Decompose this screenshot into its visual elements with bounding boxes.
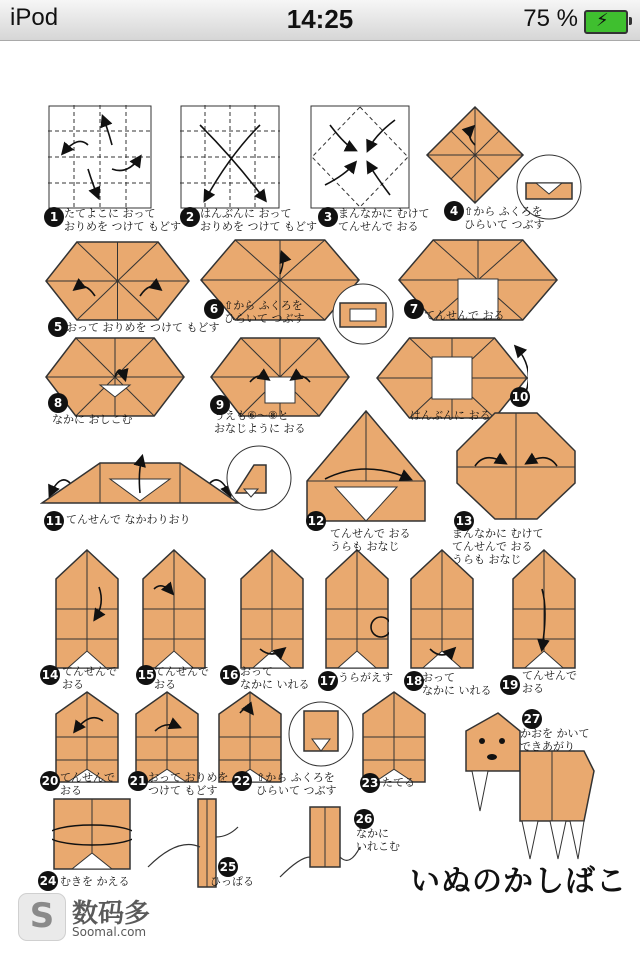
diagram-step-19 [512, 549, 576, 669]
page-title: いぬのかしばこ [410, 864, 627, 899]
step-caption-14: てんせんで おる [62, 665, 117, 691]
diagram-step-16 [240, 549, 304, 669]
diagram-step-15 [142, 549, 206, 669]
diagram-step-18 [410, 549, 474, 669]
step-number-10: 10 [510, 387, 530, 407]
diagram-step-3 [310, 105, 410, 209]
step-number-23: 23 [360, 773, 380, 793]
step-number-19: 19 [500, 675, 520, 695]
diagram-step-4 [425, 105, 525, 205]
status-bar [0, 0, 640, 41]
step-caption-26: なかに いれこむ [356, 827, 400, 853]
step-caption-11: てんせんで なかわりおり [66, 513, 191, 526]
logo-cn-text: 数码多 [72, 899, 151, 929]
step-number-2: 2 [180, 207, 200, 227]
step-number-24: 24 [38, 871, 58, 891]
step-caption-13: まんなかに むけて てんせんで おる うらも おなじ [452, 527, 544, 566]
step-caption-24: むきを かえる [60, 875, 130, 888]
soomal-s-icon [18, 893, 66, 941]
step-number-15: 15 [136, 665, 156, 685]
step-caption-8: なかに おしこむ [52, 413, 133, 426]
step-number-17: 17 [318, 671, 338, 691]
logo-en-text: Soomal.com [72, 925, 147, 939]
step-caption-18: おって なかに いれる [422, 671, 492, 697]
step-caption-6: ⇧から ふくろを ひらいて つぶす [224, 299, 305, 325]
step-number-21: 21 [128, 771, 148, 791]
diagram-step-10 [376, 337, 528, 419]
step-caption-12: てんせんで おる うらも おなじ [330, 527, 411, 553]
step-caption-19: てんせんで おる [522, 669, 577, 695]
step-caption-4: ⇧から ふくろを ひらいて つぶす [464, 205, 545, 231]
step-caption-3: まんなかに むけて てんせんで おる [338, 207, 430, 233]
step-number-6: 6 [204, 299, 224, 319]
diagram-step-5 [45, 241, 190, 321]
diagram-step-6-detail [332, 283, 394, 345]
diagram-step-17 [325, 549, 389, 669]
step-number-26: 26 [354, 809, 374, 829]
step-number-12: 12 [306, 511, 326, 531]
step-caption-25: ひっぱる [210, 875, 254, 888]
step-number-20: 20 [40, 771, 60, 791]
step-caption-5: おって おりめを つけて もどす [66, 321, 220, 334]
step-number-9: 9 [210, 395, 230, 415]
step-number-13: 13 [454, 511, 474, 531]
step-number-5: 5 [48, 317, 68, 337]
battery-percent: 75 % [523, 5, 578, 32]
step-number-22: 22 [232, 771, 252, 791]
step-caption-22: ⇧から ふくろを ひらいて つぶす [256, 771, 337, 797]
diagram-step-11 [40, 453, 240, 507]
step-caption-21: おって おりめを つけて もどす [148, 771, 229, 797]
origami-instructions[interactable] [0, 41, 640, 960]
step-number-3: 3 [318, 207, 338, 227]
diagram-step-12 [305, 409, 427, 523]
diagram-step-22 [218, 691, 282, 783]
diagram-step-26 [270, 797, 370, 893]
step-caption-27: かおを かいて できあがり [520, 727, 590, 753]
diagram-step-20 [55, 691, 119, 783]
step-number-7: 7 [404, 299, 424, 319]
battery-icon [584, 10, 628, 34]
step-number-27: 27 [522, 709, 542, 729]
diagram-step-23 [362, 691, 426, 783]
diagram-step-2 [180, 105, 280, 209]
step-caption-20: てんせんで おる [60, 771, 115, 797]
step-number-1: 1 [44, 207, 64, 227]
step-caption-23: たてる [382, 776, 415, 789]
diagram-step-21 [135, 691, 199, 783]
diagram-step-9 [210, 337, 350, 417]
device-name: iPod [10, 4, 59, 31]
step-caption-17: うらがえす [338, 671, 393, 684]
diagram-step-11-detail [226, 445, 292, 511]
step-number-8: 8 [48, 393, 68, 413]
step-caption-16: おって なかに いれる [240, 665, 310, 691]
step-number-11: 11 [44, 511, 64, 531]
step-caption-9: うえも⑥〜⑧と おなじように おる [214, 409, 306, 435]
diagram-step-13 [455, 411, 577, 521]
clock: 14:25 [286, 4, 354, 34]
step-number-4: 4 [444, 201, 464, 221]
step-caption-7: てんせんで おる [424, 309, 505, 322]
step-number-16: 16 [220, 665, 240, 685]
lightning-bolt-icon: ⚡ [596, 10, 609, 31]
step-number-18: 18 [404, 671, 424, 691]
diagram-step-1 [48, 105, 152, 209]
step-caption-1: たてよこに おって おりめを つけて もどす [64, 207, 181, 233]
diagram-step-22-detail [288, 701, 354, 767]
step-caption-2: はんぶんに おって おりめを つけて もどす [200, 207, 317, 233]
soomal-logo [18, 893, 218, 943]
diagram-step-24 [52, 797, 132, 871]
step-caption-10: はんぶんに おる [410, 409, 491, 422]
step-number-14: 14 [40, 665, 60, 685]
step-caption-15: てんせんで おる [154, 665, 209, 691]
diagram-step-14 [55, 549, 119, 669]
step-number-25: 25 [218, 857, 238, 877]
